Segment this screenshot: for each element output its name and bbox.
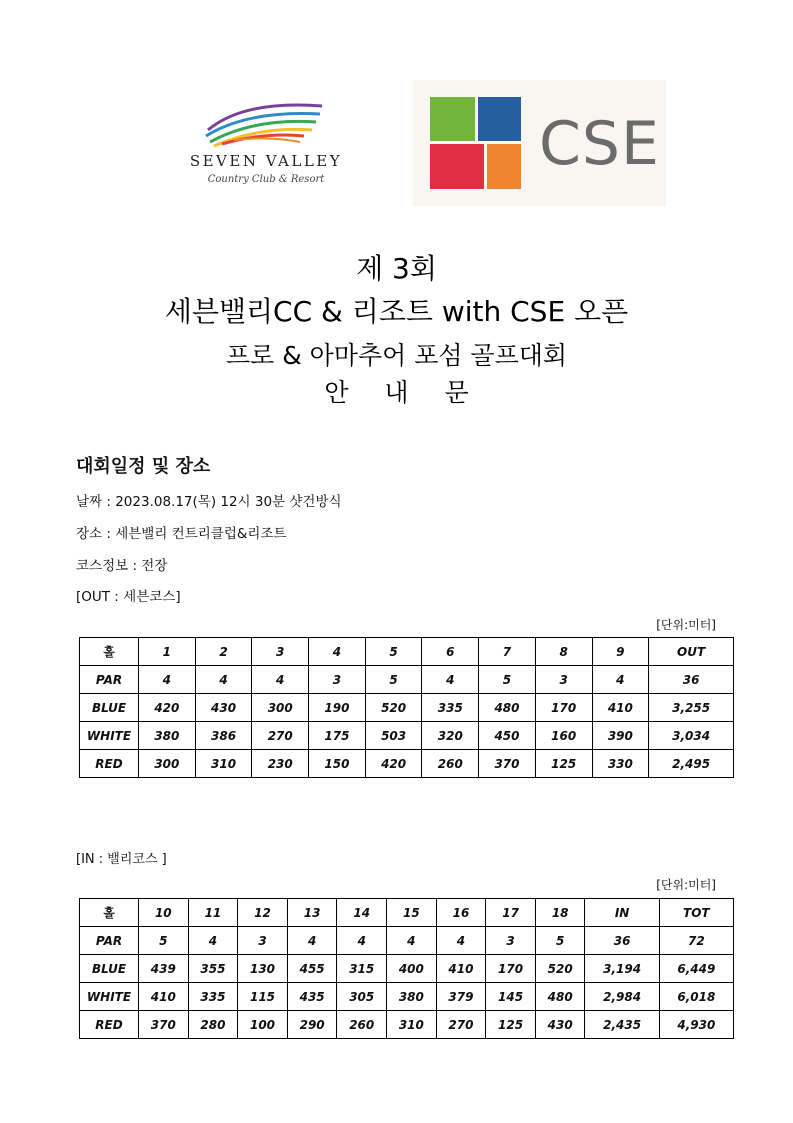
seven-valley-name: SEVEN VALLEY — [189, 152, 343, 170]
title-subtitle: 프로 & 아마추어 포섬 골프대회 — [225, 341, 568, 370]
table-row — [80, 983, 734, 1011]
table-cell: 3 — [309, 666, 366, 694]
table-cell: 230 — [252, 750, 309, 778]
table-cell: 36 — [585, 927, 659, 955]
course-info: 코스정보 : 전장 — [76, 558, 168, 574]
row-label-cell: BLUE — [80, 694, 139, 722]
table-cell: 100 — [238, 1011, 288, 1039]
table-cell: 370 — [479, 750, 536, 778]
table-cell: 260 — [422, 750, 479, 778]
table-header-row — [80, 899, 734, 927]
table-cell: 410 — [139, 983, 189, 1011]
table-cell: 380 — [139, 722, 196, 750]
section-heading: 대회일정 및 장소 — [76, 456, 211, 477]
table-row — [80, 955, 734, 983]
cse-blue-square — [478, 97, 521, 141]
table-cell: 270 — [252, 722, 309, 750]
table-cell: 310 — [195, 750, 252, 778]
table-cell: 3 — [486, 927, 536, 955]
header-cell: OUT — [649, 638, 734, 666]
header-cell: 6 — [422, 638, 479, 666]
table-cell: 503 — [365, 722, 422, 750]
header-cell: 12 — [238, 899, 288, 927]
cse-orange-square — [487, 144, 521, 189]
table-cell: 4 — [287, 927, 337, 955]
table-header-row — [80, 638, 734, 666]
seven-valley-subtitle: Country Club & Resort — [207, 174, 325, 185]
table-cell: 260 — [337, 1011, 387, 1039]
table-cell: 170 — [535, 694, 592, 722]
header-cell: 1 — [139, 638, 196, 666]
table-cell: 300 — [139, 750, 196, 778]
table-cell: 420 — [365, 750, 422, 778]
table-cell: 2,495 — [649, 750, 734, 778]
title-notice: 안 내 문 — [324, 378, 483, 407]
table-cell: 380 — [387, 983, 437, 1011]
header-cell: 18 — [535, 899, 585, 927]
table-cell: 125 — [535, 750, 592, 778]
table-cell: 4 — [139, 666, 196, 694]
row-label-cell: PAR — [80, 927, 139, 955]
table-cell: 4 — [188, 927, 238, 955]
seven-valley-logo — [182, 96, 350, 196]
row-label-cell: RED — [80, 1011, 139, 1039]
in-course-heading: [IN : 밸리코스 ] — [76, 852, 167, 867]
table-cell: 150 — [309, 750, 366, 778]
table-cell: 5 — [535, 927, 585, 955]
header-cell: 13 — [287, 899, 337, 927]
header-cell: IN — [585, 899, 659, 927]
header-cell: 3 — [252, 638, 309, 666]
table-cell: 290 — [287, 1011, 337, 1039]
table-cell: 3 — [238, 927, 288, 955]
header-cell: TOT — [659, 899, 733, 927]
table-cell: 439 — [139, 955, 189, 983]
table-cell: 125 — [486, 1011, 536, 1039]
table-cell: 4 — [337, 927, 387, 955]
header-cell: 7 — [479, 638, 536, 666]
header-cell: 9 — [592, 638, 649, 666]
table-cell: 355 — [188, 955, 238, 983]
table-cell: 4 — [592, 666, 649, 694]
table-cell: 4 — [252, 666, 309, 694]
table-cell: 160 — [535, 722, 592, 750]
header-cell: 홀 — [80, 899, 139, 927]
table-cell: 145 — [486, 983, 536, 1011]
row-label-cell: PAR — [80, 666, 139, 694]
header-cell: 8 — [535, 638, 592, 666]
table-cell: 2,984 — [585, 983, 659, 1011]
title-event: 세븐밸리CC & 리조트 with CSE 오픈 — [164, 295, 629, 328]
table-cell: 6,018 — [659, 983, 733, 1011]
row-label-cell: WHITE — [80, 983, 139, 1011]
table-cell: 190 — [309, 694, 366, 722]
event-place: 장소 : 세븐밸리 컨트리클럽&리조트 — [76, 526, 287, 542]
table-cell: 4,930 — [659, 1011, 733, 1039]
table-cell: 115 — [238, 983, 288, 1011]
table-cell: 130 — [238, 955, 288, 983]
row-label-cell: WHITE — [80, 722, 139, 750]
table-row — [80, 927, 734, 955]
table-cell: 4 — [422, 666, 479, 694]
table-cell: 390 — [592, 722, 649, 750]
table-cell: 6,449 — [659, 955, 733, 983]
table-cell: 36 — [649, 666, 734, 694]
table-cell: 480 — [535, 983, 585, 1011]
table-cell: 430 — [195, 694, 252, 722]
table-cell: 520 — [535, 955, 585, 983]
header-cell: 2 — [195, 638, 252, 666]
out-course-table — [79, 637, 734, 778]
table-cell: 435 — [287, 983, 337, 1011]
table-row — [80, 694, 734, 722]
table-cell: 480 — [479, 694, 536, 722]
out-unit-label: [단위:미터] — [656, 618, 716, 632]
header-cell: 11 — [188, 899, 238, 927]
header-cell: 4 — [309, 638, 366, 666]
seven-valley-swoosh-icon — [204, 100, 328, 148]
in-unit-label: [단위:미터] — [656, 878, 716, 892]
cse-logo — [413, 80, 666, 206]
table-cell: 420 — [139, 694, 196, 722]
table-cell: 2,435 — [585, 1011, 659, 1039]
table-cell: 3 — [535, 666, 592, 694]
table-cell: 450 — [479, 722, 536, 750]
table-cell: 5 — [479, 666, 536, 694]
table-cell: 386 — [195, 722, 252, 750]
table-cell: 335 — [422, 694, 479, 722]
table-cell: 4 — [436, 927, 486, 955]
header-cell: 홀 — [80, 638, 139, 666]
table-cell: 170 — [486, 955, 536, 983]
table-cell: 4 — [387, 927, 437, 955]
table-cell: 72 — [659, 927, 733, 955]
table-cell: 335 — [188, 983, 238, 1011]
table-row — [80, 666, 734, 694]
table-cell: 310 — [387, 1011, 437, 1039]
header-cell: 16 — [436, 899, 486, 927]
header-cell: 10 — [139, 899, 189, 927]
table-cell: 315 — [337, 955, 387, 983]
out-course-heading: [OUT : 세븐코스] — [76, 589, 181, 605]
table-cell: 379 — [436, 983, 486, 1011]
row-label-cell: RED — [80, 750, 139, 778]
header-cell: 14 — [337, 899, 387, 927]
header-cell: 17 — [486, 899, 536, 927]
header-cell: 5 — [365, 638, 422, 666]
table-cell: 175 — [309, 722, 366, 750]
table-cell: 300 — [252, 694, 309, 722]
table-cell: 3,255 — [649, 694, 734, 722]
row-label-cell: BLUE — [80, 955, 139, 983]
cse-green-square — [430, 97, 475, 141]
table-cell: 410 — [592, 694, 649, 722]
cse-logo-text: CSE — [539, 109, 660, 179]
table-cell: 305 — [337, 983, 387, 1011]
table-cell: 5 — [365, 666, 422, 694]
table-cell: 330 — [592, 750, 649, 778]
table-cell: 370 — [139, 1011, 189, 1039]
cse-red-square — [430, 144, 484, 189]
table-cell: 520 — [365, 694, 422, 722]
table-cell: 3,194 — [585, 955, 659, 983]
table-cell: 430 — [535, 1011, 585, 1039]
table-cell: 320 — [422, 722, 479, 750]
table-cell: 455 — [287, 955, 337, 983]
table-cell: 280 — [188, 1011, 238, 1039]
table-cell: 4 — [195, 666, 252, 694]
table-row — [80, 750, 734, 778]
table-cell: 5 — [139, 927, 189, 955]
table-row — [80, 1011, 734, 1039]
table-cell: 270 — [436, 1011, 486, 1039]
in-course-table — [79, 898, 734, 1039]
table-cell: 410 — [436, 955, 486, 983]
table-row — [80, 722, 734, 750]
title-edition: 제 3회 — [356, 252, 437, 285]
event-date: 날짜 : 2023.08.17(목) 12시 30분 샷건방식 — [76, 494, 342, 510]
table-cell: 400 — [387, 955, 437, 983]
table-cell: 3,034 — [649, 722, 734, 750]
header-cell: 15 — [387, 899, 437, 927]
